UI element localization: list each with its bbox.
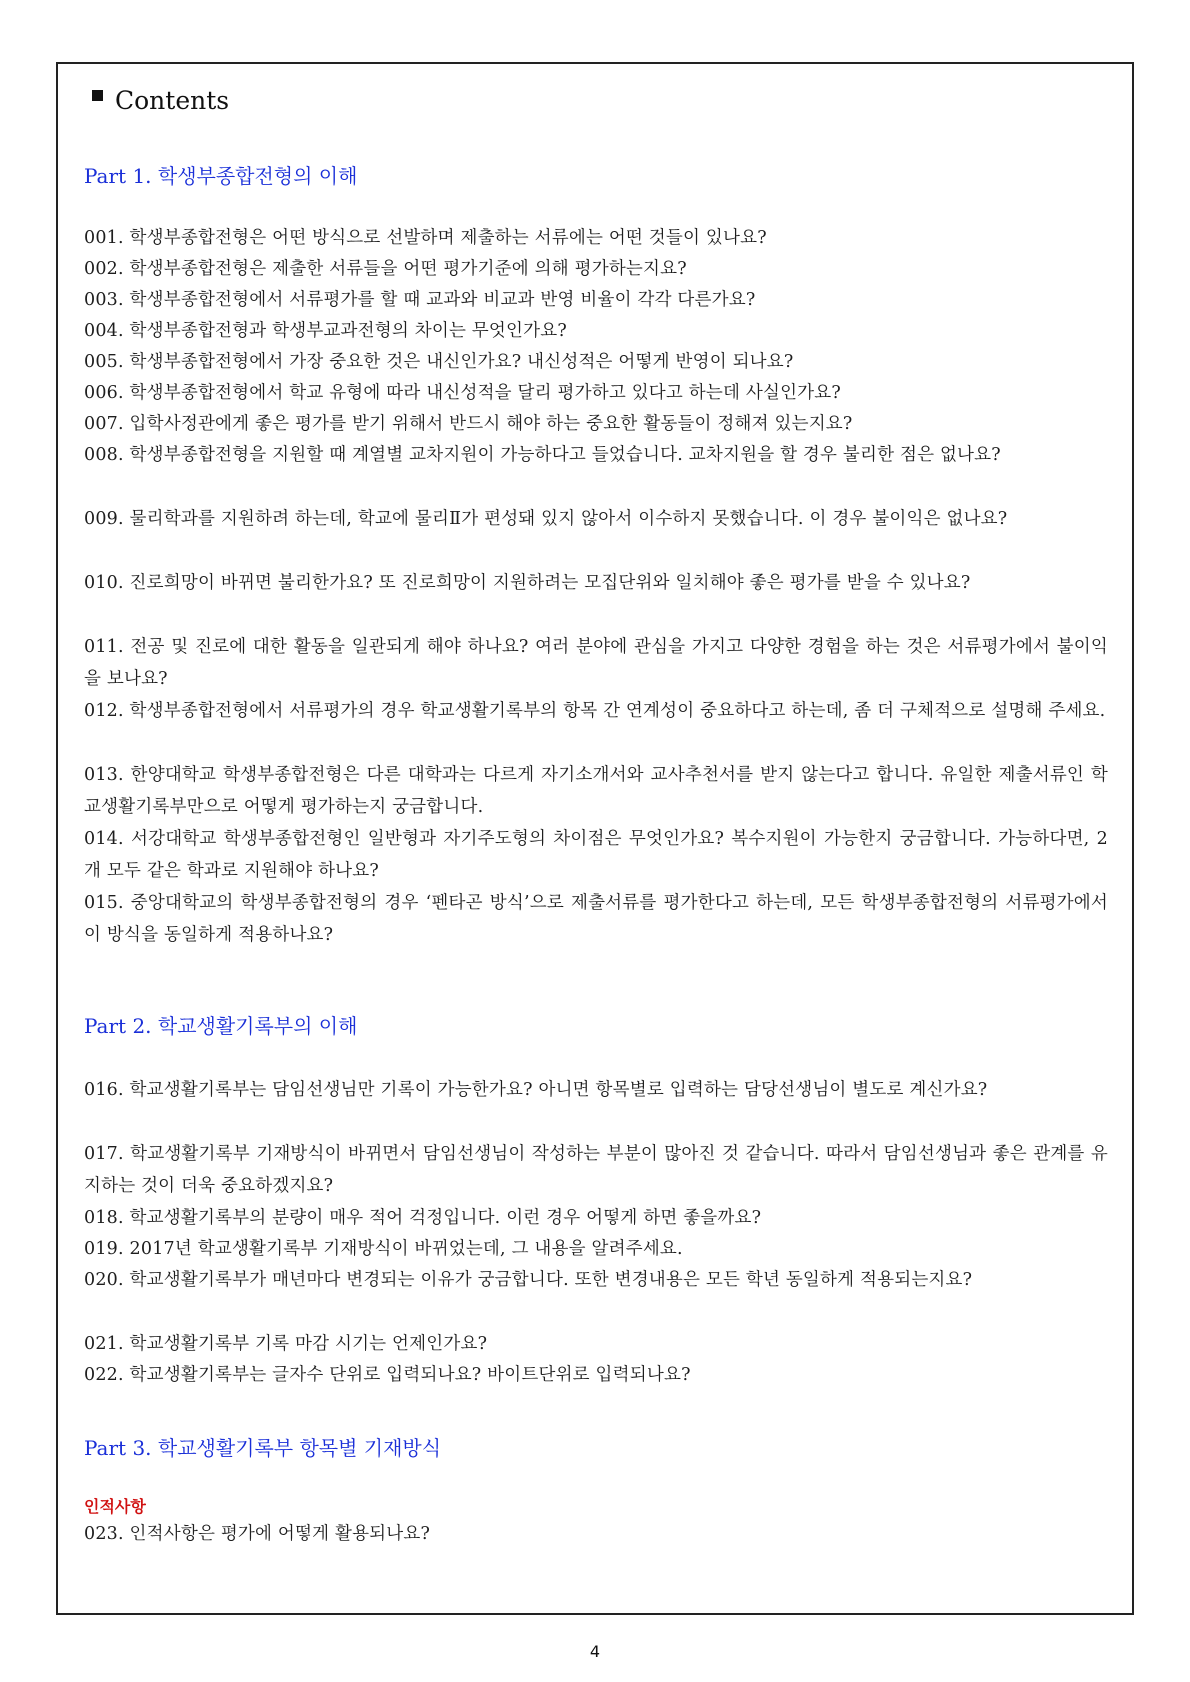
toc-item-011: 011. 전공 및 진로에 대한 활동을 일관되게 해야 하나요? 여러 분야에 관심을 가지고 다양한 경험을 하는 것은 서류평가에서 불이익을 보나요?	[84, 637, 1108, 689]
contents-heading-text: Contents	[115, 86, 230, 115]
toc-item-003: 003. 학생부종합전형에서 서류평가를 할 때 교과와 비교과 반영 비율이 각각 다른가요?	[84, 290, 756, 310]
toc-item-017: 017. 학교생활기록부 기재방식이 바뀌면서 담임선생님이 작성하는 부분이 많아진 것 같습니다. 따라서 담임선생님과 좋은 관계를 유지하는 것이 더욱 중요하겠지요?	[84, 1144, 1108, 1196]
toc-item-015: 015. 중앙대학교의 학생부종합전형의 경우 ‘펜타곤 방식’으로 제출서류를 평가한다고 하는데, 모든 학생부종합전형의 서류평가에서 이 방식을 동일하게 적용하나요?	[84, 893, 1108, 945]
page-number: 4	[589, 1642, 601, 1661]
part2-title: Part 2. 학교생활기록부의 이해	[84, 1014, 358, 1038]
toc-item-018: 018. 학교생활기록부의 분량이 매우 적어 걱정입니다. 이런 경우 어떻게 하면 좋을까요?	[84, 1208, 762, 1228]
toc-item-019: 019. 2017년 학교생활기록부 기재방식이 바뀌었는데, 그 내용을 알려주세요.	[84, 1239, 683, 1259]
toc-item-014: 014. 서강대학교 학생부종합전형인 일반형과 자기주도형의 차이점은 무엇인가요? 복수지원이 가능한지 궁금합니다. 가능하다면, 2개 모두 같은 학과로 지원해야 하나요?	[84, 829, 1108, 881]
toc-item-001: 001. 학생부종합전형은 어떤 방식으로 선발하며 제출하는 서류에는 어떤 것들이 있나요?	[84, 228, 767, 248]
toc-item-021: 021. 학교생활기록부 기록 마감 시기는 언제인가요?	[84, 1334, 488, 1354]
part1-title: Part 1. 학생부종합전형의 이해	[84, 164, 358, 188]
subheading-personal-info: 인적사항	[84, 1497, 146, 1516]
toc-item-023: 023. 인적사항은 평가에 어떻게 활용되나요?	[84, 1524, 431, 1544]
contents-heading	[92, 86, 229, 115]
part3-title: Part 3. 학교생활기록부 항목별 기재방식	[84, 1436, 442, 1460]
toc-item-022: 022. 학교생활기록부는 글자수 단위로 입력되나요? 바이트단위로 입력되나요?	[84, 1365, 691, 1385]
square-bullet-icon	[92, 90, 103, 101]
toc-item-010: 010. 진로희망이 바뀌면 불리한가요? 또 진로희망이 지원하려는 모집단위와 일치해야 좋은 평가를 받을 수 있나요?	[84, 573, 971, 593]
toc-item-020: 020. 학교생활기록부가 매년마다 변경되는 이유가 궁금합니다. 또한 변경내용은 모든 학년 동일하게 적용되는지요?	[84, 1270, 973, 1290]
toc-item-013: 013. 한양대학교 학생부종합전형은 다른 대학과는 다르게 자기소개서와 교사추천서를 받지 않는다고 합니다. 유일한 제출서류인 학교생활기록부만으로 어떻게 평가하는지 궁금합니다.	[84, 765, 1108, 817]
toc-item-009: 009. 물리학과를 지원하려 하는데, 학교에 물리Ⅱ가 편성돼 있지 않아서 이수하지 못했습니다. 이 경우 불이익은 없나요?	[84, 509, 1008, 529]
toc-item-016: 016. 학교생활기록부는 담임선생님만 기록이 가능한가요? 아니면 항목별로 입력하는 담당선생님이 별도로 계신가요?	[84, 1080, 988, 1100]
toc-item-004: 004. 학생부종합전형과 학생부교과전형의 차이는 무엇인가요?	[84, 321, 567, 341]
toc-item-007: 007. 입학사정관에게 좋은 평가를 받기 위해서 반드시 해야 하는 중요한 활동들이 정해져 있는지요?	[84, 414, 853, 434]
toc-item-008: 008. 학생부종합전형을 지원할 때 계열별 교차지원이 가능하다고 들었습니다. 교차지원을 할 경우 불리한 점은 없나요?	[84, 445, 1001, 465]
toc-item-012: 012. 학생부종합전형에서 서류평가의 경우 학교생활기록부의 항목 간 연계성이 중요하다고 하는데, 좀 더 구체적으로 설명해 주세요.	[84, 701, 1106, 721]
toc-item-002: 002. 학생부종합전형은 제출한 서류들을 어떤 평가기준에 의해 평가하는지요?	[84, 259, 687, 279]
toc-item-006: 006. 학생부종합전형에서 학교 유형에 따라 내신성적을 달리 평가하고 있다고 하는데 사실인가요?	[84, 383, 841, 403]
toc-item-005: 005. 학생부종합전형에서 가장 중요한 것은 내신인가요? 내신성적은 어떻게 반영이 되나요?	[84, 352, 794, 372]
